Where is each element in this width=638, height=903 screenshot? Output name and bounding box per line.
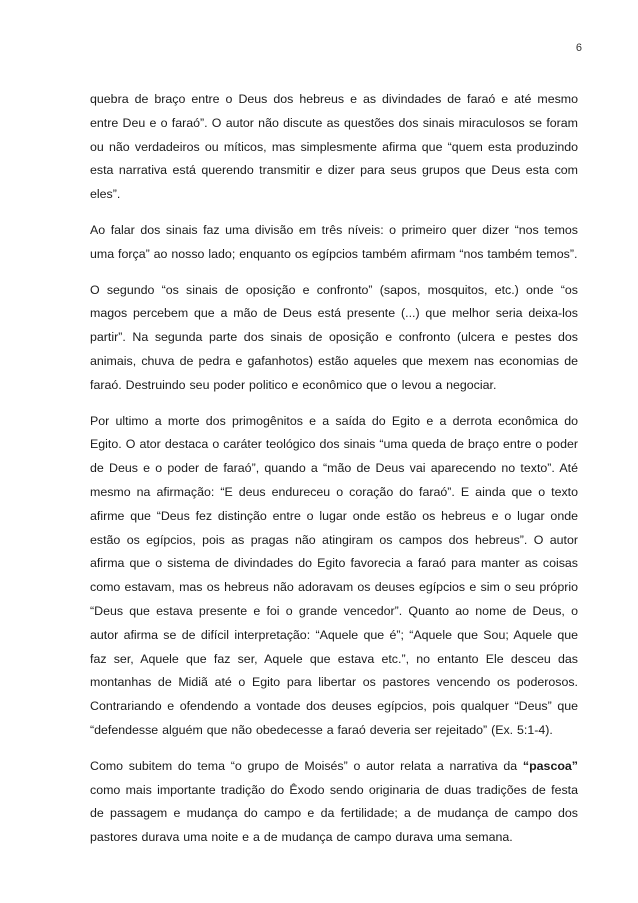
- paragraph-5: [90, 755, 578, 850]
- paragraph-5-text-before: Como subitem do tema “o grupo de Moisés” o autor relata a narrativa da: [90, 758, 523, 773]
- pascoa-bold-term: “pascoa”: [522, 758, 578, 773]
- paragraph-1: quebra de braço entre o Deus dos hebreus e as divindades de faraó e até mesmo entre Deu e o faraó”. O autor não discute as questões dos sinais miraculosos se foram ou não verdadeiros ou míticos, mas simplesmente afirma que “quem esta produzindo esta narrativa está querendo transmitir e dizer para seus grupos que Deus esta com eles”.: [90, 92, 578, 202]
- paragraph-2: Ao falar dos sinais faz uma divisão em três níveis: o primeiro quer dizer “nos temos uma força” ao nosso lado; enquanto os egípcios também afirmam “nos também temos”.: [90, 222, 578, 261]
- paragraph-3: O segundo “os sinais de oposição e confronto” (sapos, mosquitos, etc.) onde “os magos percebem que a mão de Deus está presente (...) que melhor seria deixa-los partir”. Na segunda parte dos sinais de oposição e confronto (ulcera e pestes dos animais, chuva de pedra e gafanhotos) estão aqueles que mexem nas economias de faraó. Destruindo seu poder politico e econômico que o levou a negociar.: [90, 282, 578, 392]
- paragraph-5-text-after: como mais importante tradição do Êxodo sendo originaria de duas tradições de festa de passagem e mudança do campo e da fertilidade; a de mudança de campo dos pastores durava uma noite e a de mudança de campo durava uma semana.: [90, 782, 578, 845]
- paragraph-4: Por ultimo a morte dos primogênitos e a saída do Egito e a derrota econômica do Egito. O ator destaca o caráter teológico dos sinais “uma queda de braço entre o poder de Deus e o poder de faraó”, quando a “mão de Deus vai aparecendo no texto”. Até mesmo na afirmação: “E deus endureceu o coração do faraó”. E ainda que o texto afirme que “Deus fez distinção entre o lugar onde estão os hebreus e o lugar onde estão os egípcios, pois as pragas não atingiram os campos dos hebreus”. O autor afirma que o sistema de divindades do Egito favorecia a faraó para manter as coisas como estavam, mas os hebreus não adoravam os deuses egípcios e sim o seu próprio “Deus que estava presente e foi o grande vencedor”. Quanto ao nome de Deus, o autor afirma se de difícil interpretação: “Aquele que é”; “Aquele que Sou; Aquele que faz ser, Aquele que faz ser, Aquele que estava etc.”, no entanto Ele desceu das montanhas de Midiã até o Egito para libertar os pastores vencendo os poderosos. Contrariando e ofendendo a vontade dos deuses egípcios, pois qualquer “Deus” que “defendesse alguém que não obedecesse a faraó deveria ser rejeitado” (Ex. 5:1-4).: [90, 413, 578, 737]
- page-number: 6: [575, 42, 582, 54]
- document-body: [90, 88, 578, 862]
